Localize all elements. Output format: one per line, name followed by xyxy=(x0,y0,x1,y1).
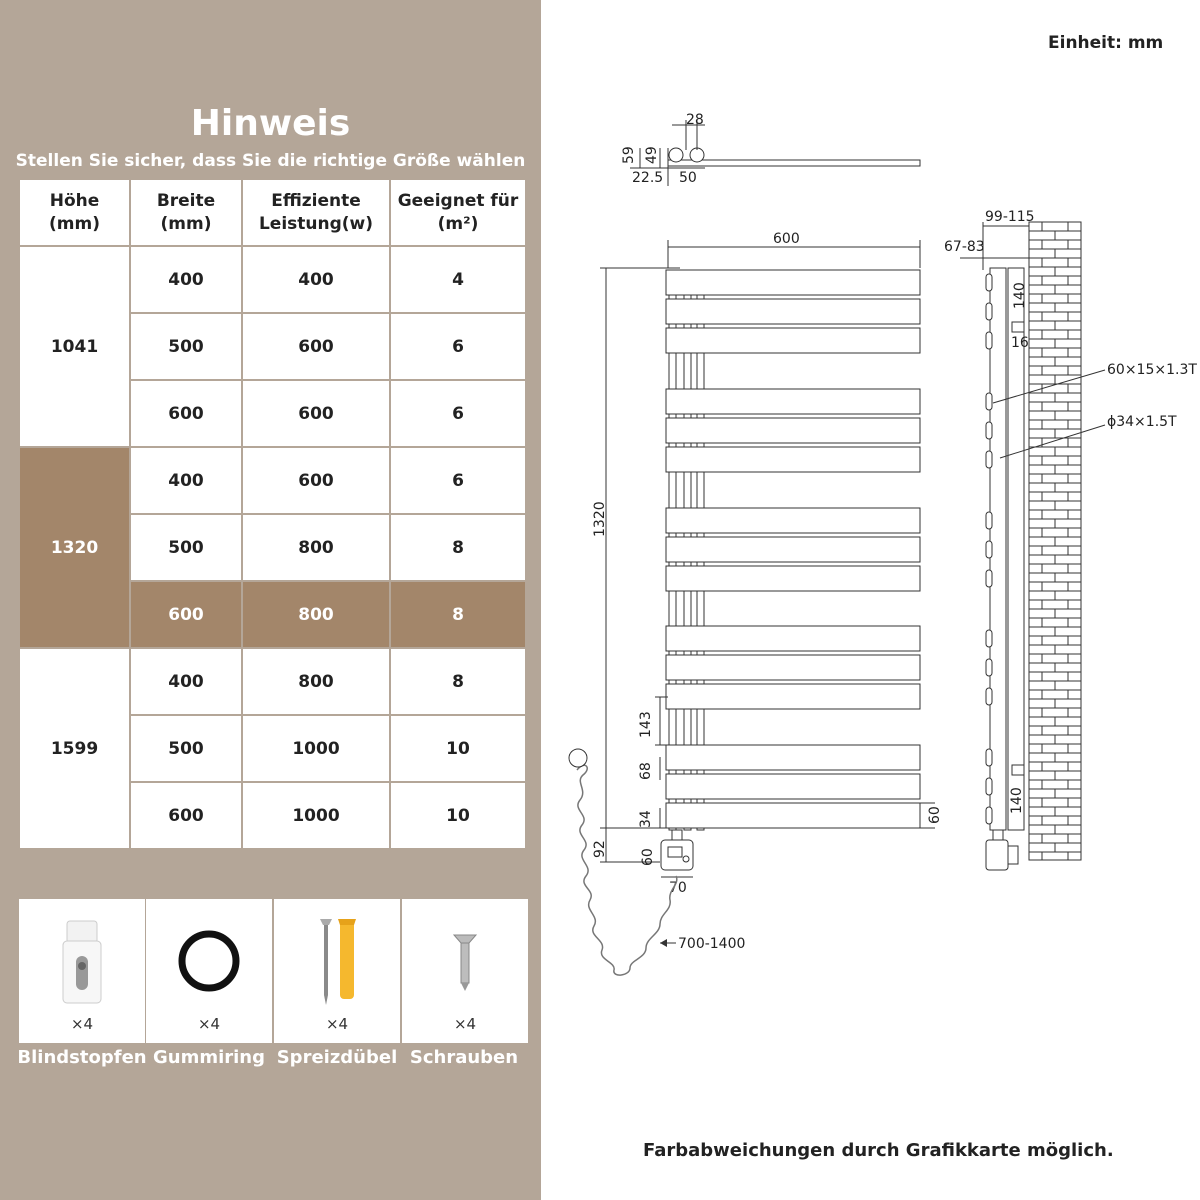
table-header-row xyxy=(19,179,526,246)
dim-height: 1320 xyxy=(592,501,608,537)
side-bar-end xyxy=(986,807,992,824)
dim-cable: 700-1400 xyxy=(678,936,746,952)
towel-bar xyxy=(666,655,920,680)
accessory-label: Gummiring xyxy=(152,1047,266,1068)
power-cell: 800 xyxy=(242,581,390,648)
power-cell: 600 xyxy=(242,313,390,380)
width-cell: 600 xyxy=(130,380,242,447)
table-row xyxy=(19,246,526,313)
accessory-qty: ×4 xyxy=(325,1015,349,1033)
dim-49: 49 xyxy=(644,146,660,164)
height-cell-highlighted: 1320 xyxy=(19,447,130,648)
towel-bar xyxy=(666,774,920,799)
towel-bar xyxy=(666,299,920,324)
tube-round-label: ϕ34×1.5T xyxy=(1107,414,1177,430)
dim-140-bottom: 140 xyxy=(1009,787,1025,814)
power-cell: 600 xyxy=(242,447,390,514)
towel-bar xyxy=(666,389,920,414)
side-bar-end xyxy=(986,422,992,439)
dim-143: 143 xyxy=(638,711,654,738)
towel-bar xyxy=(666,566,920,591)
area-cell: 6 xyxy=(390,313,526,380)
height-cell: 1599 xyxy=(19,648,130,849)
header-width: Breite (mm) xyxy=(130,179,242,246)
side-bar-end xyxy=(986,512,992,529)
accessory-label: Schrauben xyxy=(409,1047,519,1068)
rubber-ring-icon xyxy=(146,911,272,1011)
dim-28: 28 xyxy=(686,112,704,128)
spec-panel xyxy=(0,0,541,1200)
power-cell: 800 xyxy=(242,514,390,581)
side-bar-end xyxy=(986,541,992,558)
accessory-schrauben xyxy=(402,899,528,1043)
tube-flat-label: 60×15×1.3T xyxy=(1107,362,1197,378)
towel-bar xyxy=(666,508,920,533)
dim-99-115: 99-115 xyxy=(985,209,1035,225)
screw-icon xyxy=(402,911,528,1011)
dim-22-5: 22.5 xyxy=(632,170,664,186)
side-bar-end xyxy=(986,688,992,705)
width-cell: 500 xyxy=(130,313,242,380)
side-bar-end xyxy=(986,749,992,766)
dim-68: 68 xyxy=(638,762,654,780)
towel-bar xyxy=(666,418,920,443)
power-cell: 1000 xyxy=(242,715,390,782)
top-view xyxy=(621,112,920,186)
width-cell: 600 xyxy=(130,782,242,849)
dim-60-box: 60 xyxy=(640,848,656,866)
width-cell: 400 xyxy=(130,648,242,715)
panel-title: Hinweis xyxy=(190,103,351,144)
towel-bar xyxy=(666,328,920,353)
header-area: Geeignet für (m²) xyxy=(390,179,526,246)
dim-width: 600 xyxy=(773,231,800,247)
header-height: Höhe (mm) xyxy=(19,179,130,246)
dim-67-83: 67-83 xyxy=(944,239,985,255)
towel-bar xyxy=(666,803,920,828)
side-bar-end xyxy=(986,778,992,795)
area-cell: 10 xyxy=(390,782,526,849)
side-bar-end xyxy=(986,630,992,647)
side-bar-end xyxy=(986,274,992,291)
power-cell: 1000 xyxy=(242,782,390,849)
table-row xyxy=(19,648,526,715)
power-cell: 800 xyxy=(242,648,390,715)
wall-icon xyxy=(1029,222,1081,860)
accessory-qty: ×4 xyxy=(453,1015,477,1033)
footer-note: Farbabweichungen durch Grafikkarte möglich. xyxy=(643,1140,1114,1161)
dim-140-top: 140 xyxy=(1012,282,1028,309)
width-cell: 500 xyxy=(130,715,242,782)
towel-bar xyxy=(666,537,920,562)
technical-drawing xyxy=(541,0,1200,1130)
power-cell: 600 xyxy=(242,380,390,447)
dim-70: 70 xyxy=(669,880,687,896)
area-cell: 4 xyxy=(390,246,526,313)
dim-34: 34 xyxy=(638,810,654,828)
towel-bar xyxy=(666,684,920,709)
width-cell: 400 xyxy=(130,246,242,313)
towel-bar xyxy=(666,626,920,651)
accessory-label: Blindstopfen xyxy=(17,1047,147,1068)
area-cell: 6 xyxy=(390,380,526,447)
towel-bar xyxy=(666,270,920,295)
unit-label: Einheit: mm xyxy=(1048,33,1164,53)
accessory-blindstopfen xyxy=(19,899,145,1043)
side-bar-end xyxy=(986,570,992,587)
area-cell: 6 xyxy=(390,447,526,514)
panel-subtitle: Stellen Sie sicher, dass Sie die richtige Größe wählen xyxy=(15,151,526,171)
width-cell: 500 xyxy=(130,514,242,581)
wall-plug-screw-icon xyxy=(274,911,400,1011)
accessory-qty: ×4 xyxy=(197,1015,221,1033)
area-cell: 10 xyxy=(390,715,526,782)
towel-bar xyxy=(666,447,920,472)
width-cell: 600 xyxy=(130,581,242,648)
blind-plug-icon xyxy=(19,911,145,1011)
dim-92: 92 xyxy=(592,840,608,858)
accessory-qty: ×4 xyxy=(70,1015,94,1033)
side-bar-end xyxy=(986,303,992,320)
side-bar-end xyxy=(986,451,992,468)
side-bar-end xyxy=(986,393,992,410)
width-cell: 400 xyxy=(130,447,242,514)
area-cell: 8 xyxy=(390,648,526,715)
accessory-label: Spreizdübel xyxy=(276,1047,398,1068)
power-cell: 400 xyxy=(242,246,390,313)
side-bar-end xyxy=(986,659,992,676)
table-row xyxy=(19,447,526,514)
dim-50: 50 xyxy=(679,170,697,186)
side-view xyxy=(944,209,1197,870)
area-cell: 8 xyxy=(390,581,526,648)
size-table xyxy=(18,178,527,850)
height-cell: 1041 xyxy=(19,246,130,447)
accessory-gummiring xyxy=(146,899,272,1043)
area-cell: 8 xyxy=(390,514,526,581)
accessory-spreizduebel xyxy=(274,899,400,1043)
towel-bar xyxy=(666,745,920,770)
dim-59: 59 xyxy=(621,146,637,164)
front-view xyxy=(569,231,943,975)
side-bar-end xyxy=(986,332,992,349)
header-power: Effiziente Leistung(w) xyxy=(242,179,390,246)
dim-16: 16 xyxy=(1011,335,1029,351)
plug-icon xyxy=(569,749,587,767)
dim-60-right: 60 xyxy=(927,806,943,824)
